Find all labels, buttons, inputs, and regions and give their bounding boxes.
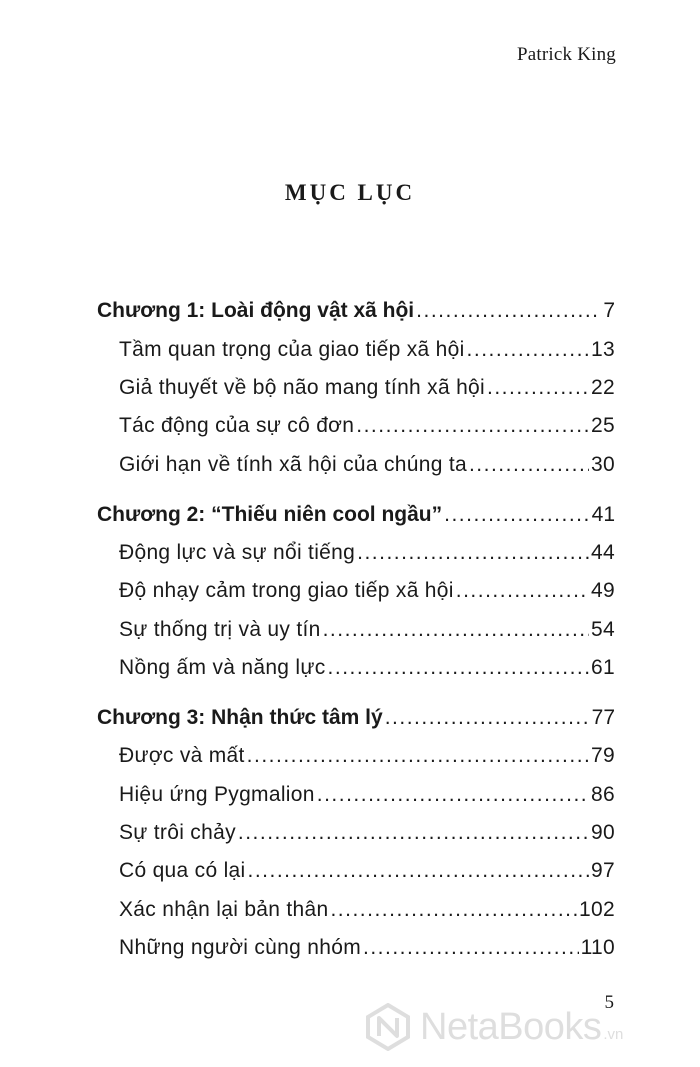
dot-leader: [363, 934, 579, 962]
toc-entry-title: Độ nhạy cảm trong giao tiếp xã hội: [119, 579, 454, 602]
toc-section: [119, 616, 615, 644]
toc-entry-page: 54: [591, 618, 615, 641]
toc-entry-title: Được và mất: [119, 744, 245, 767]
toc-entry-title: Chương 3: Nhận thức tâm lý: [97, 706, 383, 729]
toc-entry-page: 102: [579, 898, 615, 921]
toc-section: [119, 781, 615, 809]
toc-entry-title: Giả thuyết về bộ não mang tính xã hội: [119, 376, 485, 399]
toc-entry-title: Chương 2: “Thiếu niên cool ngầu”: [97, 503, 443, 526]
toc-entry-title: Tầm quan trọng của giao tiếp xã hội: [119, 338, 465, 361]
toc-entry-title: Có qua có lại: [119, 859, 246, 882]
dot-leader: [487, 374, 589, 402]
dot-leader: [238, 819, 589, 847]
toc-section: [119, 336, 615, 364]
toc-entry-page: 86: [591, 783, 615, 806]
running-header-author: Patrick King: [517, 44, 616, 65]
toc-entry-title: Nồng ấm và năng lực: [119, 656, 326, 679]
toc-section: [119, 857, 615, 885]
toc-entry-title: Động lực và sự nổi tiếng: [119, 541, 356, 564]
dot-leader: [330, 896, 577, 924]
netabooks-logo-icon: [364, 1003, 412, 1051]
dot-leader: [469, 451, 589, 479]
toc-entry-title: Chương 1: Loài động vật xã hội: [97, 299, 415, 322]
toc-entry-page: 110: [580, 936, 615, 959]
toc-entry-page: 25: [591, 414, 615, 437]
toc-entry-title: Giới hạn về tính xã hội của chúng ta: [119, 453, 467, 476]
dot-leader: [416, 297, 601, 325]
toc-entry-title: Xác nhận lại bản thân: [119, 898, 329, 921]
toc-entry-page: 22: [591, 376, 615, 399]
toc-entry-page: 7: [603, 299, 615, 322]
toc-entry-title: Tác động của sự cô đơn: [119, 414, 355, 437]
dot-leader: [323, 616, 589, 644]
toc-entry-page: 90: [591, 821, 615, 844]
dot-leader: [357, 539, 589, 567]
dot-leader: [247, 857, 589, 885]
toc-entry-page: 30: [591, 453, 615, 476]
toc-section: [119, 374, 615, 402]
netabooks-watermark: [364, 1002, 694, 1052]
dot-leader: [467, 336, 589, 364]
toc-chapter-3: [97, 704, 615, 732]
dot-leader: [247, 742, 589, 770]
toc-section: [119, 654, 615, 682]
toc-section: [119, 742, 615, 770]
dot-leader: [356, 412, 589, 440]
page-number: 5: [604, 992, 614, 1013]
watermark-brand: NetaBooks: [420, 1005, 602, 1048]
toc-section: [119, 539, 615, 567]
toc-section: [119, 896, 615, 924]
toc-chapter-1: [97, 297, 615, 325]
dot-leader: [456, 577, 589, 605]
watermark-suffix: .vn: [603, 1025, 624, 1043]
toc-entry-page: 13: [591, 338, 615, 361]
dot-leader: [385, 704, 590, 732]
toc-section: [119, 451, 615, 479]
toc-entry-title: Hiệu ứng Pygmalion: [119, 783, 315, 806]
toc-entry-title: Sự thống trị và uy tín: [119, 618, 321, 641]
toc-entry-page: 41: [591, 503, 615, 526]
toc-section: [119, 819, 615, 847]
toc-entry-page: 44: [591, 541, 615, 564]
toc-chapter-2: [97, 501, 615, 529]
toc-entry-title: Sự trôi chảy: [119, 821, 236, 844]
toc-section: [119, 934, 615, 962]
dot-leader: [444, 501, 590, 529]
toc-entry-title: Những người cùng nhóm: [119, 936, 361, 959]
toc-section: [119, 577, 615, 605]
toc-entry-page: 49: [591, 579, 615, 602]
toc-entry-page: 77: [591, 706, 615, 729]
toc-section: [119, 412, 615, 440]
toc-title: MỤC LỤC: [284, 180, 416, 205]
dot-leader: [317, 781, 589, 809]
dot-leader: [328, 654, 589, 682]
toc-entry-page: 97: [591, 859, 615, 882]
toc-entry-page: 61: [591, 656, 615, 679]
toc-entry-page: 79: [591, 744, 615, 767]
